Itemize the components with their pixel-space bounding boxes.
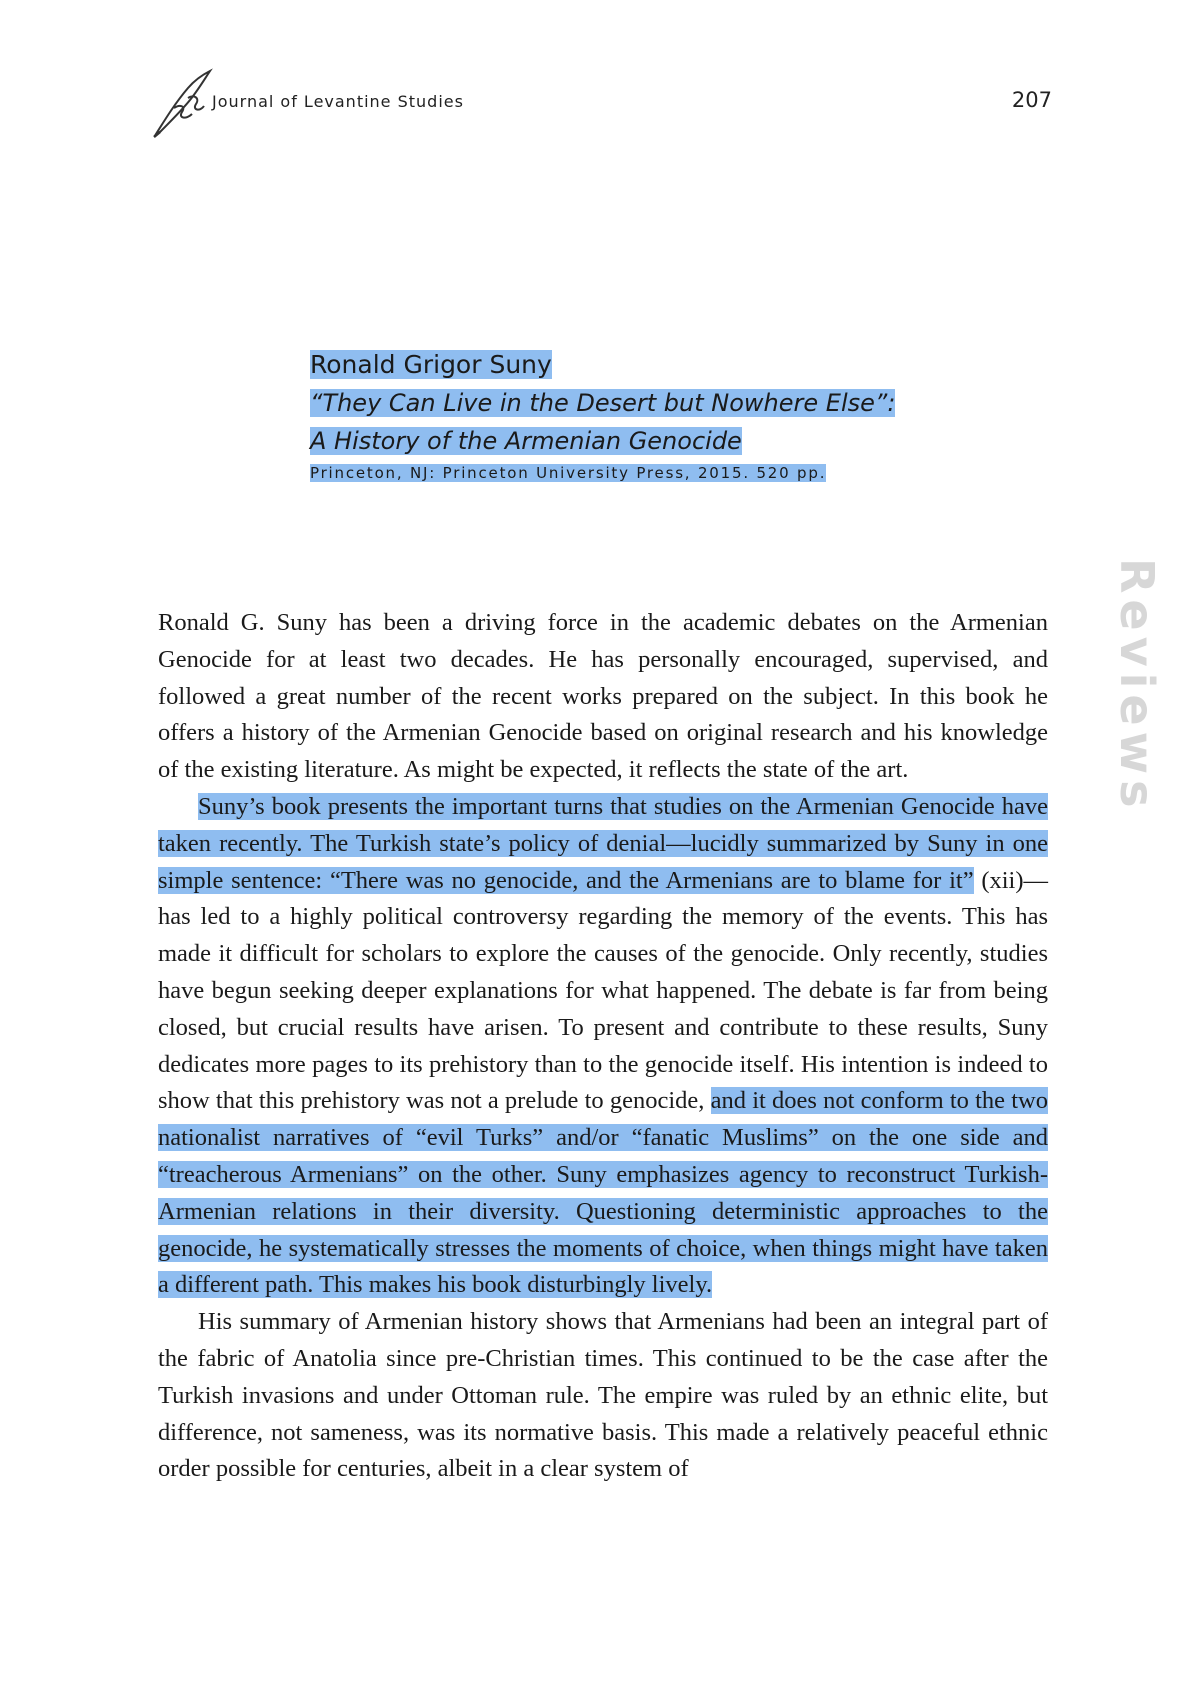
paragraph-3: His summary of Armenian history shows that Armenians had been an integral part of the fabric of Anatolia since pre-Christian times. This continued to be the case after the Turkish invasions and under Ottoman rule. The empire was ruled by an ethnic elite, but difference, not sameness, was its normative basis. This made a relatively peaceful ethnic order possible for centuries, albeit in a clear system of bbox=[158, 1308, 1048, 1483]
paragraph-2 bbox=[158, 789, 1048, 1304]
highlight-2: and it does not conform to the two nationalist narratives of “evil Turks” and/or “fanatic Muslims” on the one side and “treacherous Armenians” on the other. Suny emphasizes agency to reconstruct Turkish-Armenian relations in their diversity. Questioning deterministic approaches to the genocide, he systematically stresses the moments of choice, when things might have taken a different path. This makes his book disturbingly lively. bbox=[158, 1087, 1048, 1299]
book-title-text-2: A History of the Armenian Genocide bbox=[310, 427, 742, 455]
paragraph-2-text: (xii)—has led to a highly political controversy regarding the memory of the events. This has made it difficult for scholars to explore the causes of the genocide. Only recently, studies have begun seeking deeper explanations for what happened. The debate is far from being closed, but crucial results have arisen. To present and contribute to these results, Suny dedicates more pages to its prehistory than to the genocide itself. His intention is indeed to show that this prehistory was not a prelude to genocide, bbox=[158, 866, 1048, 1115]
highlight-1: Suny’s book presents the important turns that studies on the Armenian Genocide have taken recently. The Turkish state’s policy of denial—lucidly summarized by Suny in one simple sentence: “There was no genocide, and the Armenians are to blame for it” bbox=[158, 792, 1048, 894]
book-publication-text: Princeton, NJ: Princeton University Press, 2015. 520 pp. bbox=[310, 464, 827, 482]
section-tab: Reviews bbox=[1110, 558, 1164, 814]
journal-name: Journal of Levantine Studies bbox=[212, 92, 464, 111]
running-header bbox=[152, 62, 1052, 142]
book-publication bbox=[310, 460, 930, 486]
review-body bbox=[158, 605, 1048, 1488]
paragraph-1: Ronald G. Suny has been a driving force in the academic debates on the Armenian Genocide for at least two decades. He has personally encouraged, supervised, and followed a great number of the recent works prepared on the subject. In this book he offers a history of the Armenian Genocide based on original research and his knowledge of the existing literature. As might be expected, it reflects the state of the art. bbox=[158, 609, 1048, 784]
book-title-line-1 bbox=[310, 384, 930, 422]
quill-pen-icon bbox=[152, 68, 214, 138]
book-author bbox=[310, 346, 930, 384]
book-author-text: Ronald Grigor Suny bbox=[310, 350, 552, 379]
book-title-line-2 bbox=[310, 422, 930, 460]
book-reference bbox=[310, 346, 930, 486]
page-number: 207 bbox=[1011, 88, 1052, 112]
book-title-text-1: “They Can Live in the Desert but Nowhere Else”: bbox=[310, 389, 896, 417]
